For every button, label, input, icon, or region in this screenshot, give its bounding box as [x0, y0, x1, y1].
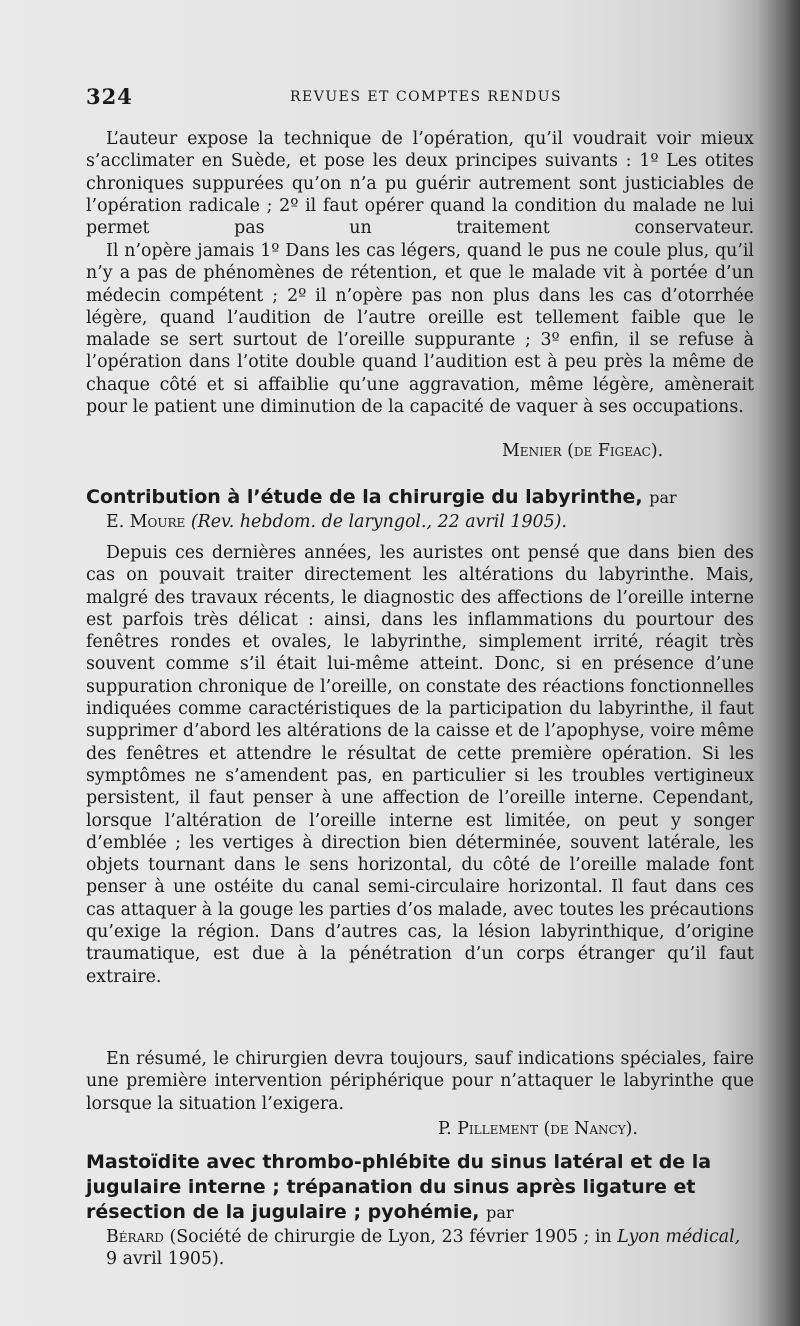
review3-title	[86, 1150, 754, 1225]
page-header	[86, 84, 746, 110]
review1-paragraph-2: Il n’opère jamais 1º Dans les cas légers, quand le pus ne coule plus, qu’il n’y a pas de phénomènes de rétention, et que le malade vit à portée d’un médecin compétent ; 2º il n’opère pas non plus dans les cas d’otorrhée légère, quand l’audition de l’autre oreille est tellement faible que le malade se sert surtout de l’oreille suppurante ; 3º enfin, il se refuse à l’opération dans l’otite double quand l’audition est à peu près la même de chaque côté et si affaiblie qu’une aggravation, même légère, amènerait pour le patient une diminution de la capacité de vaquer à ses occupations.	[86, 241, 754, 418]
running-title: REVUES ET COMPTES RENDUS	[290, 89, 563, 105]
review2-title-par: par	[649, 488, 677, 507]
review2-title-text: Contribution à l’étude de la chirurgie du labyrinthe,	[86, 486, 643, 508]
page-number: 324	[86, 84, 133, 109]
review2-title	[86, 486, 754, 509]
review3-title-par: par	[486, 1203, 514, 1222]
review3-date: 9 avril 1905).	[106, 1249, 225, 1269]
review3-author: Bérard	[106, 1227, 164, 1247]
review3-title-text: Mastoïdite avec thrombo-phlébite du sinus latéral et de la jugulaire interne ; trépanation du sinus après ligature et résection de la jugulaire ; pyohémie,	[86, 1151, 712, 1223]
review2-signature: P. Pillement (de Nancy).	[438, 1119, 638, 1139]
review2-paragraph-2: En résumé, le chirurgien devra toujours, sauf indications spéciales, faire une première intervention périphérique pour n’attaquer le labyrinthe que lorsque la situation l’exigera.	[86, 1049, 754, 1114]
review3-journal: Lyon médical,	[617, 1227, 741, 1247]
review3-reference	[106, 1226, 756, 1270]
review3-source: (Société de chirurgie de Lyon, 23 février 1905 ; in	[169, 1227, 612, 1247]
book-spine-shadow	[758, 0, 800, 1326]
review1-paragraph-1: L’auteur expose la technique de l’opération, qu’il voudrait voir mieux s’acclimater en Suède, et pose les deux principes suivants : 1º Les otites chroniques suppurées qu’on n’a pu guérir autrement sont justiciables de l’opération radicale ; 2º il faut opérer quand la condition du malade ne lui permet pas un traitement conservateur.	[86, 129, 754, 239]
review1-signature: Menier (de Figeac).	[502, 441, 664, 461]
review2-journal: (Rev. hebdom. de laryngol., 22 avril 1905).	[190, 512, 567, 532]
review2-paragraph-1: Depuis ces dernières années, les auristes ont pensé que dans bien des cas on pouvait traiter directement les altérations du labyrinthe. Mais, malgré des travaux récents, le diagnostic des affections de l’oreille interne est parfois très délicat : ainsi, dans les inflammations du pourtour des fenêtres rondes et ovales, le labyrinthe, simplement irrité, réagit très souvent comme s’il était lui-même atteint. Donc, si en présence d’une suppuration chronique de l’oreille, on constate des réactions fonctionnelles indiquées comme caractéristiques de la participation du labyrinthe, il faut supprimer d’abord les altérations de la caisse et de l’apophyse, voire même des fenêtres et attendre le résultat de cette première opération. Si les symptômes ne s’amendent pas, en particulier si les troubles vertigineux persistent, il faut penser à une affection de l’oreille interne. Cependant, lorsque l’altération de l’oreille interne est limitée, on peut y songer d’emblée ; les vertiges à direction bien déterminée, souvent latérale, les objets tournant dans le sens horizontal, du côté de l’oreille malade font penser à une ostéite du canal semi-circulaire horizontal. Il faut dans ces cas attaquer à la gouge les parties d’os malade, avec toutes les précautions qu’exige la région. Dans d’autres cas, la lésion labyrinthique, d’origine traumatique, est due à la pénétration d’un corps étranger qu’il faut extraire.	[86, 543, 754, 987]
review2-reference	[106, 511, 706, 533]
review2-author: E. Moure	[106, 512, 186, 532]
